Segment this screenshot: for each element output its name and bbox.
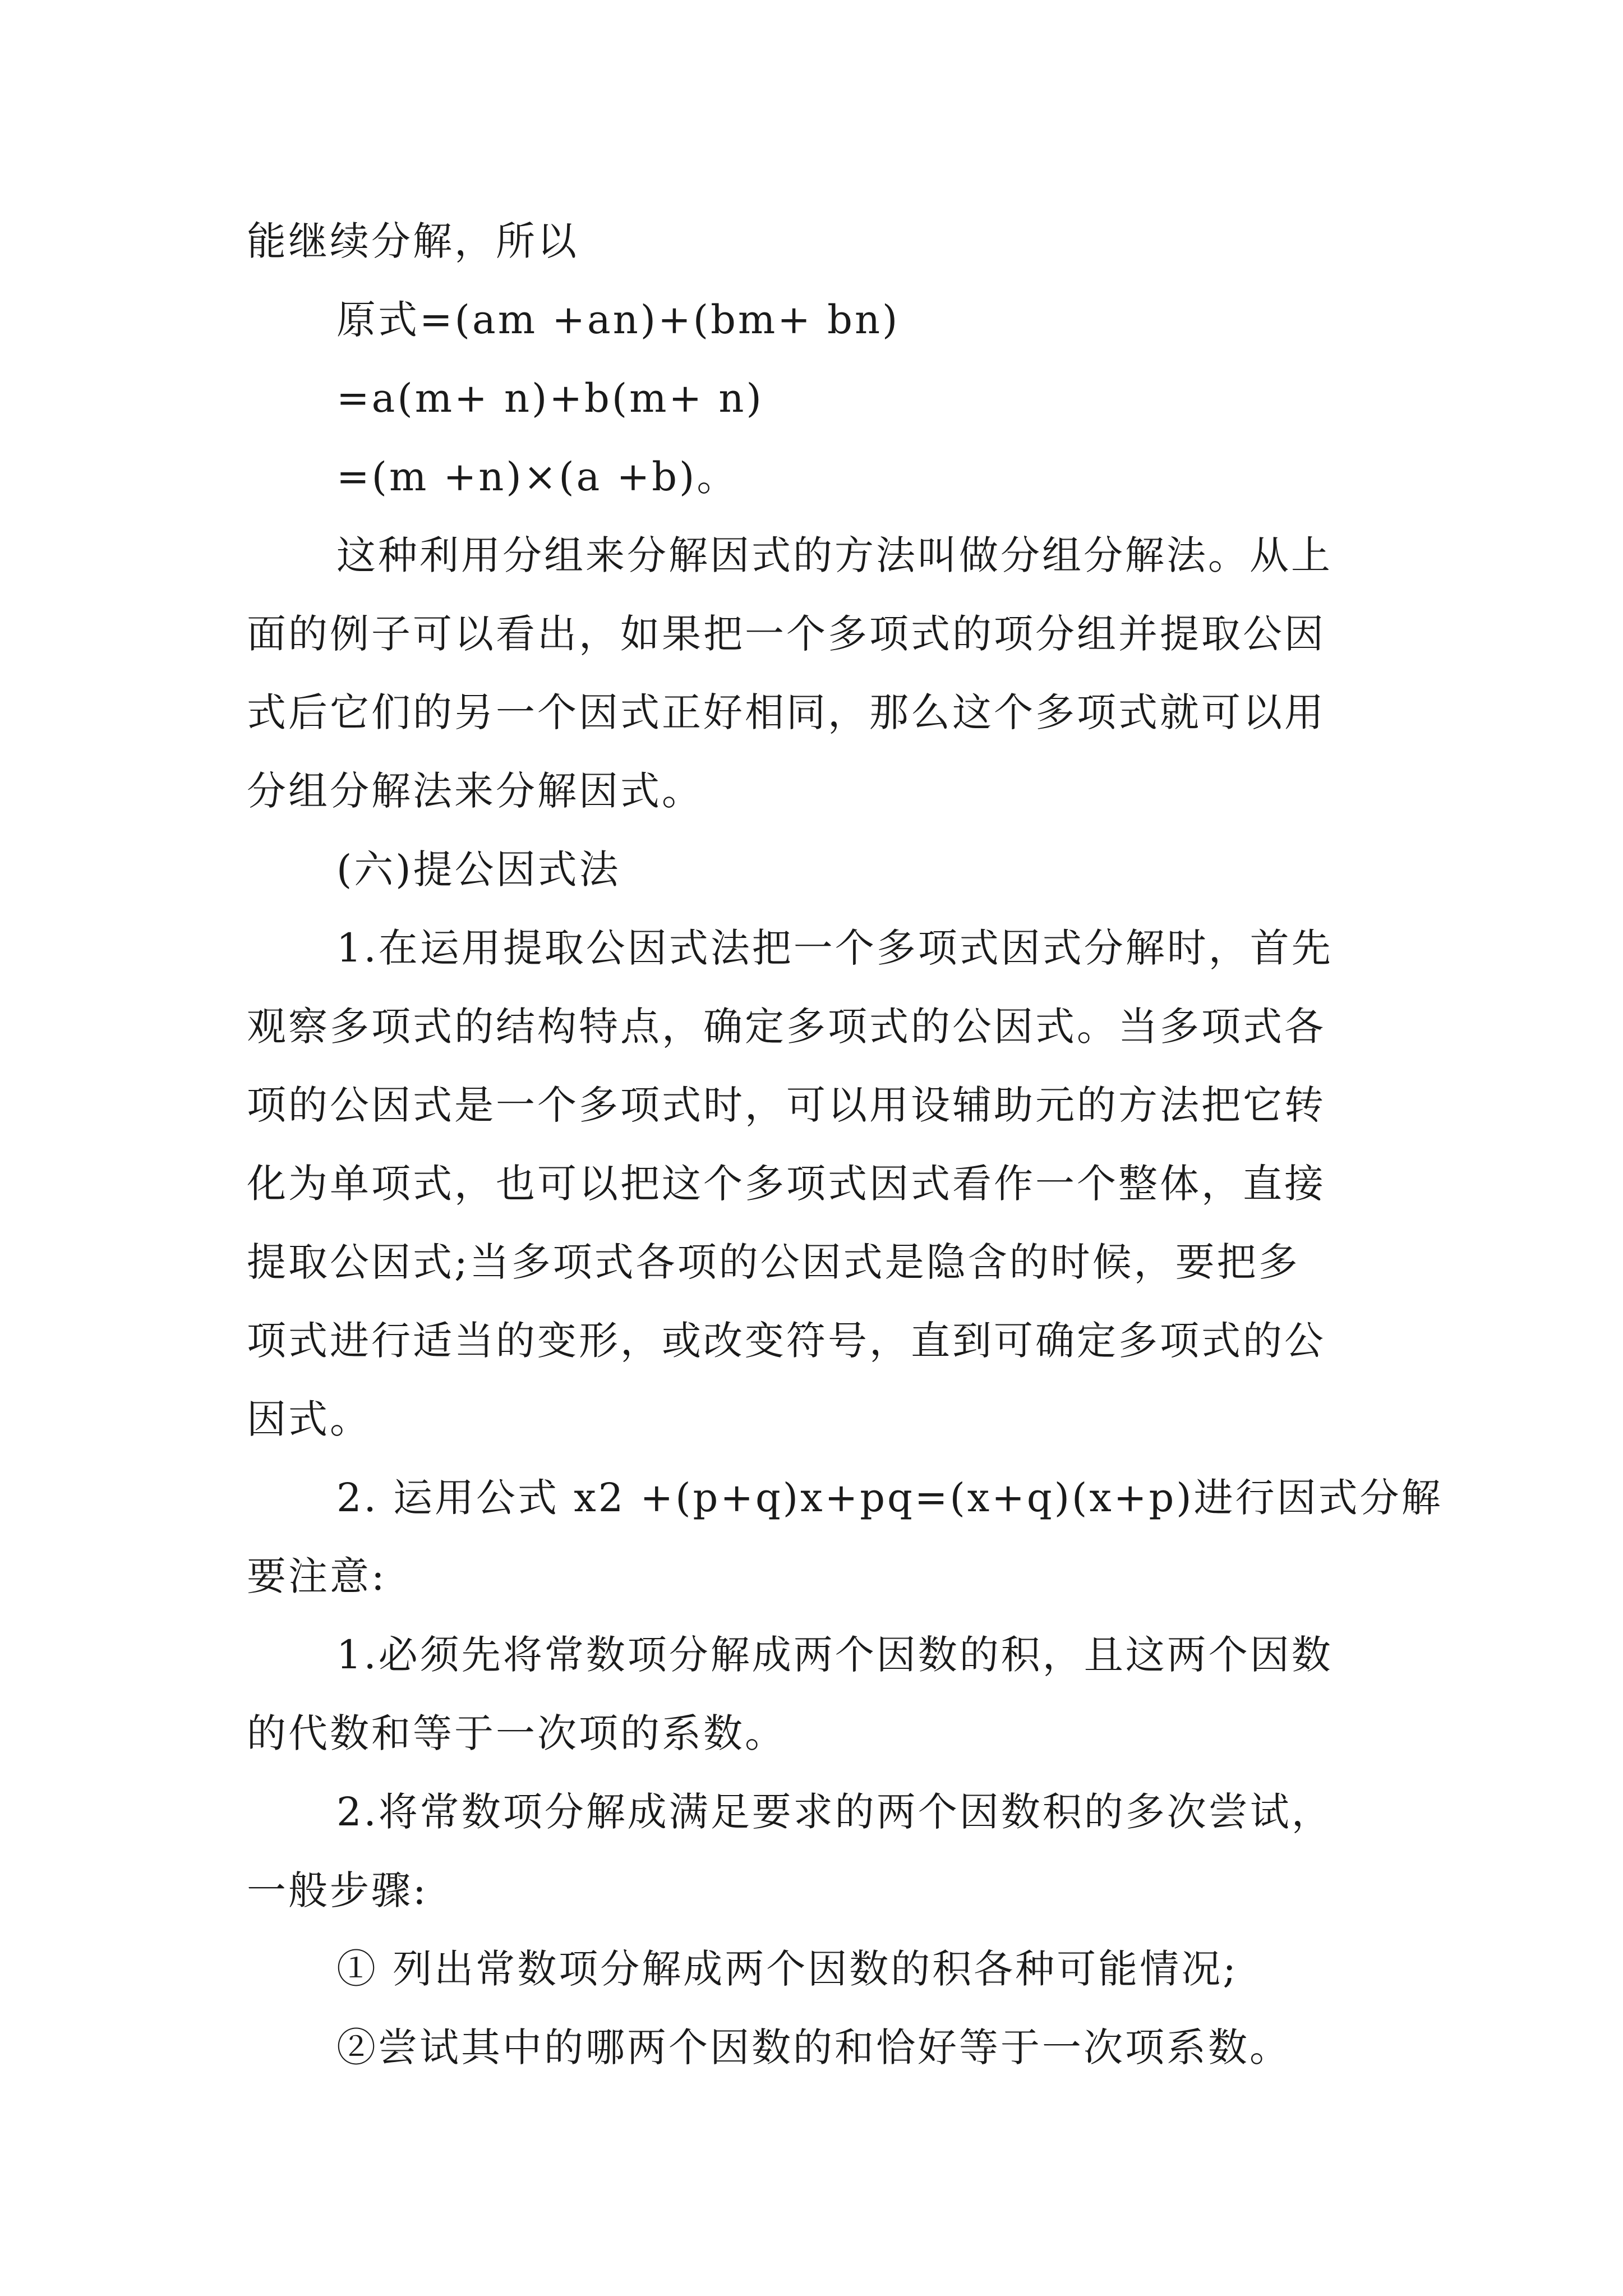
formula-paragraph-line-2: 要注意:: [247, 1553, 387, 1599]
paragraph-line-6: 观察多项式的结构特点，确定多项式的公因式。当多项式各: [247, 1004, 1326, 1050]
paragraph-line-7: 项的公因式是一个多项式时，可以用设辅助元的方法把它转: [247, 1082, 1326, 1128]
paragraph-line-11: 因式。: [247, 1396, 371, 1442]
rule-line-2: 的代数和等于一次项的系数。: [247, 1710, 786, 1756]
formula-line-1: 原式=(am +an)+(bm+ bn): [336, 297, 900, 343]
paragraph-line-8: 化为单项式，也可以把这个多项式因式看作一个整体，直接: [247, 1161, 1326, 1207]
rule-line-4: 一般步骤:: [247, 1867, 428, 1913]
step-line-1: ① 列出常数项分解成两个因数的积各种可能情况;: [336, 1946, 1238, 1992]
step-line-2: ②尝试其中的哪两个因数的和恰好等于一次项系数。: [336, 2024, 1291, 2070]
paragraph-line-2: 面的例子可以看出，如果把一个多项式的项分组并提取公因: [247, 611, 1326, 657]
paragraph-line-1: 这种利用分组来分解因式的方法叫做分组分解法。从上: [336, 532, 1332, 578]
section-heading: (六)提公因式法: [336, 846, 621, 892]
paragraph-line-4: 分组分解法来分解因式。: [247, 768, 703, 814]
paragraph-line-3: 式后它们的另一个因式正好相同，那么这个多项式就可以用: [247, 689, 1326, 735]
rule-line-3: 2.将常数项分解成满足要求的两个因数积的多次尝试，: [336, 1789, 1333, 1835]
formula-line-3: =(m +n)×(a +b)。: [336, 454, 739, 500]
paragraph-line-5: 1.在运用提取公因式法把一个多项式因式分解时，首先: [336, 925, 1333, 971]
rule-line-1: 1.必须先将常数项分解成两个因数的积，且这两个因数: [336, 1632, 1333, 1678]
formula-line-2: =a(m+ n)+b(m+ n): [336, 375, 764, 421]
text-line-1: 能继续分解，所以: [247, 218, 579, 264]
formula-paragraph-line-1: 2. 运用公式 x2 +(p+q)x+pq=(x+q)(x+p)进行因式分解: [336, 1475, 1443, 1521]
paragraph-line-9: 提取公因式;当多项式各项的公因式是隐含的时候，要把多: [247, 1239, 1300, 1285]
paragraph-line-10: 项式进行适当的变形，或改变符号，直到可确定多项式的公: [247, 1318, 1326, 1364]
